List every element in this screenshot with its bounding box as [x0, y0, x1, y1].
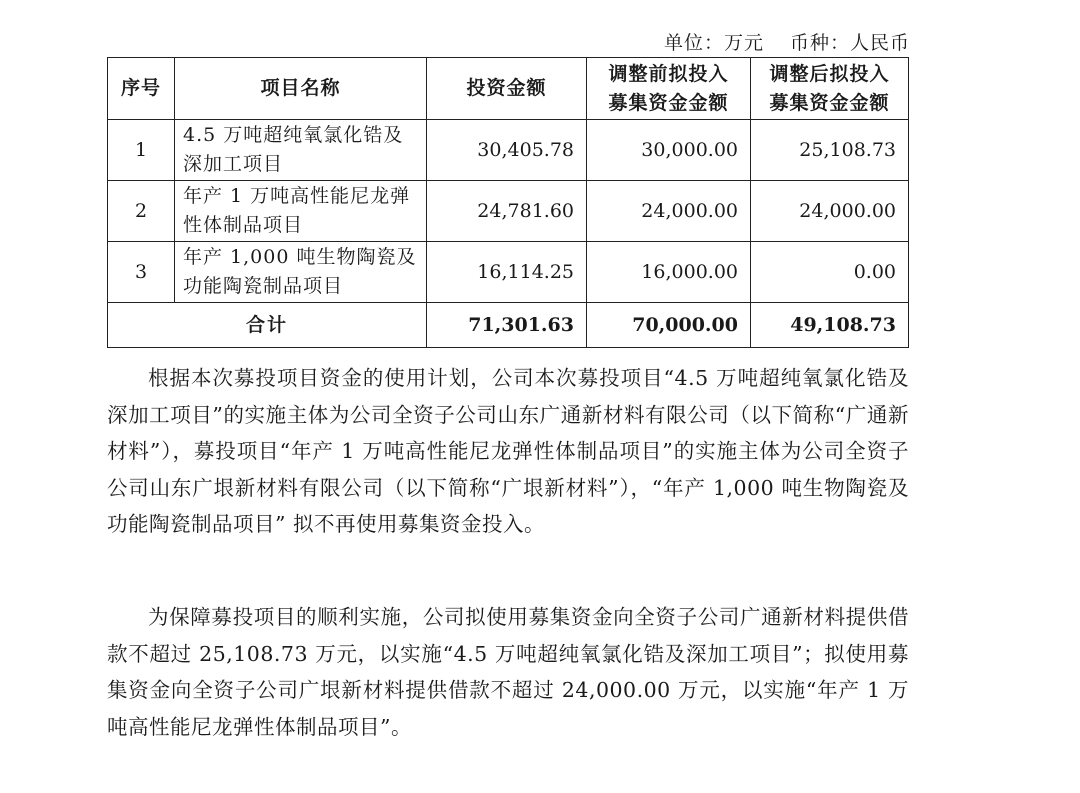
- unit-label: 单位：万元: [663, 32, 764, 54]
- total-investment: 71,301.63: [427, 303, 587, 348]
- header-after-line1: 调整后拟投入: [769, 62, 890, 85]
- body-paragraph-implementation: 根据本次募投项目资金的使用计划，公司本次募投项目“4.5 万吨超纯氧氯化锆及深加工项目”的实施主体为公司全资子公司山东广通新材料有限公司（以下简称“广通新材料”），募投项目“年产 1 万吨高性能尼龙弹性体制品项目”的实施主体为公司全资子公司山东广垠新材料有限公司（以下简称“广垠新材料”），“年产 1,000 吨生物陶瓷及功能陶瓷制品项目” 拟不再使用募集资金投入。: [107, 366, 909, 536]
- row-no: 3: [108, 242, 175, 303]
- row-name-line1: 4.5 万吨超纯氧氯化锆及: [183, 124, 404, 146]
- header-after-line2: 募集资金金额: [769, 91, 890, 114]
- row-no: 2: [108, 181, 175, 242]
- header-no: 序号: [108, 58, 175, 120]
- row-after-amount: 24,000.00: [751, 181, 909, 242]
- table-row: [108, 120, 909, 181]
- row-project-name: [175, 242, 427, 303]
- row-before-amount: 16,000.00: [587, 242, 751, 303]
- table-header-row: [108, 58, 909, 120]
- body-paragraph-loan: 为保障募投项目的顺利实施，公司拟使用募集资金向全资子公司广通新材料提供借款不超过 25,108.73 万元，以实施“4.5 万吨超纯氧氯化锆及深加工项目”；拟使用募集资金向全资子公司广垠新材料提供借款不超过 24,000.00 万元，以实施“年产 1 万吨高性能尼龙弹性体制品项目”。: [107, 605, 909, 739]
- total-after-amount: 49,108.73: [751, 303, 909, 348]
- currency-label: 币种：人民币: [789, 32, 910, 54]
- row-name-line1: 年产 1 万吨高性能尼龙弹: [183, 185, 411, 207]
- table-row: [108, 242, 909, 303]
- header-investment: 投资金额: [427, 58, 587, 120]
- total-label: 合计: [108, 303, 427, 348]
- row-no: 1: [108, 120, 175, 181]
- header-before-line2: 募集资金金额: [608, 91, 729, 114]
- row-after-amount: 0.00: [751, 242, 909, 303]
- total-before-amount: 70,000.00: [587, 303, 751, 348]
- header-project-name: 项目名称: [175, 58, 427, 120]
- row-before-amount: 30,000.00: [587, 120, 751, 181]
- row-name-line1: 年产 1,000 吨生物陶瓷及: [183, 246, 417, 268]
- row-investment: 16,114.25: [427, 242, 587, 303]
- header-before-adjustment: [587, 58, 751, 120]
- row-name-line2: 功能陶瓷制品项目: [183, 275, 344, 297]
- unit-currency-note: [664, 28, 910, 55]
- row-project-name: [175, 181, 427, 242]
- row-name-line2: 深加工项目: [183, 153, 284, 175]
- header-after-adjustment: [751, 58, 909, 120]
- table-row: [108, 181, 909, 242]
- row-investment: 30,405.78: [427, 120, 587, 181]
- row-project-name: [175, 120, 427, 181]
- row-name-line2: 性体制品项目: [183, 214, 304, 236]
- table-total-row: [108, 303, 909, 348]
- header-before-line1: 调整前拟投入: [608, 62, 729, 85]
- row-investment: 24,781.60: [427, 181, 587, 242]
- fund-allocation-table: [107, 57, 909, 348]
- row-after-amount: 25,108.73: [751, 120, 909, 181]
- row-before-amount: 24,000.00: [587, 181, 751, 242]
